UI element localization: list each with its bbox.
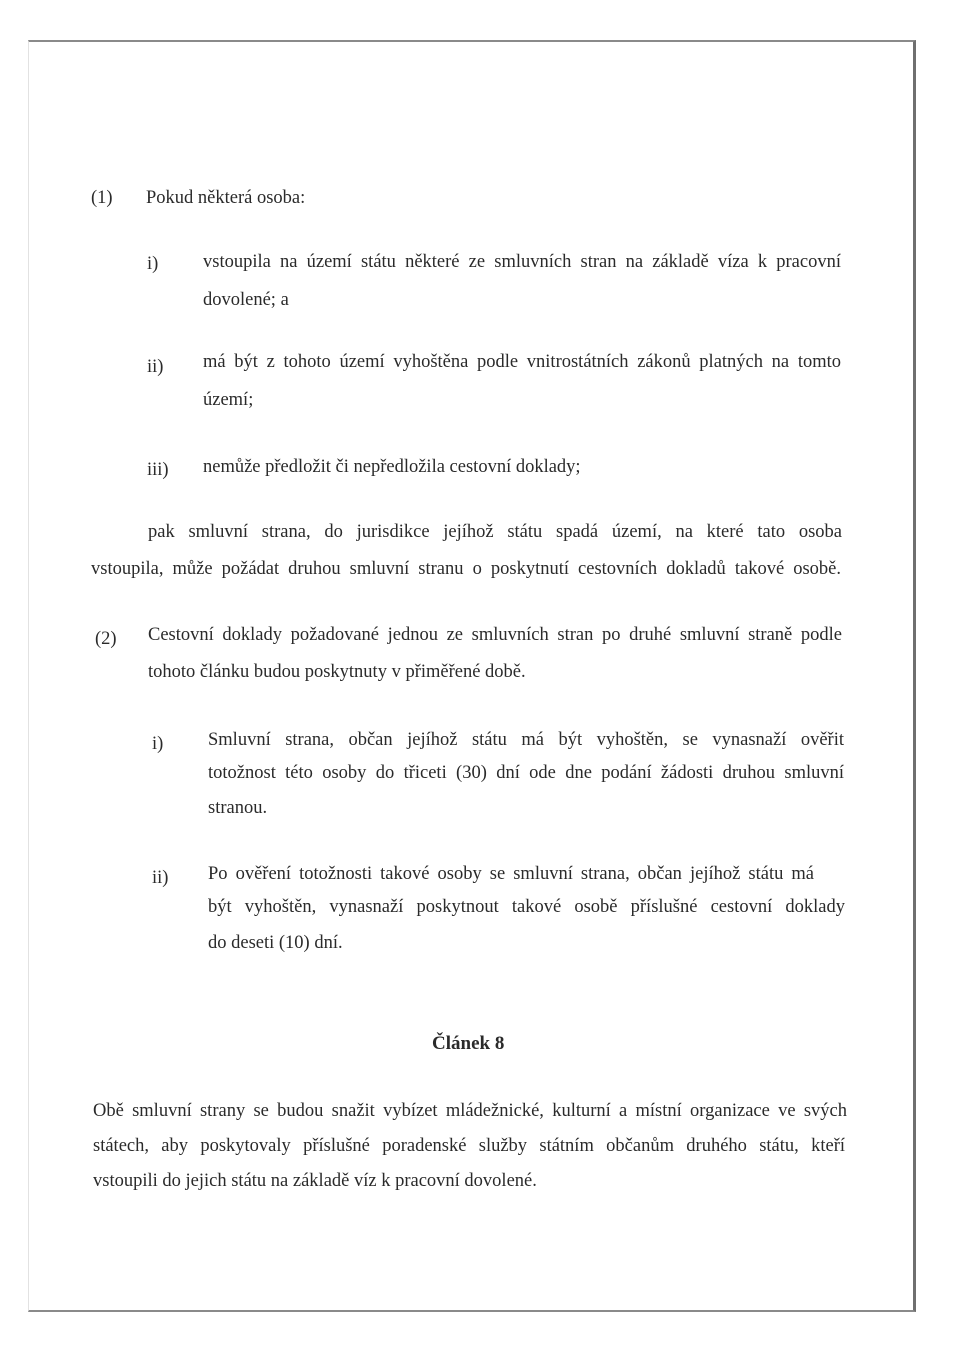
item-2-i-line2: totožnost této osoby do třiceti (30) dní ode dne podání žádosti druhou smluvní xyxy=(208,763,844,783)
paragraph-1-conclusion-line2: vstoupila, může požádat druhou smluvní stranu o poskytnutí cestovních dokladů takové osobě. xyxy=(91,559,841,579)
item-2-ii-line1: Po ověření totožnosti takové osoby se smluvní strana, občan jejíhož státu má xyxy=(208,864,814,884)
item-1-ii-line1: má být z tohoto území vyhoštěna podle vnitrostátních zákonů platných na tomto xyxy=(203,352,841,372)
item-2-i-line3: stranou. xyxy=(208,798,268,818)
item-2-ii-line2: být vyhoštěn, vynasnaží poskytnout takové osobě příslušné cestovní doklady xyxy=(208,897,845,917)
paragraph-2-number: (2) xyxy=(95,629,117,649)
item-2-ii-line3: do deseti (10) dní. xyxy=(208,933,343,953)
item-1-i-line2: dovolené; a xyxy=(203,290,289,310)
item-2-i-line1: Smluvní strana, občan jejíhož státu má být vyhoštěn, se vynasnaží ověřit xyxy=(208,730,844,750)
article-8-line2: státech, aby poskytovaly příslušné poradenské služby státním občanům druhého státu, kteří xyxy=(93,1136,845,1156)
item-1-ii-label: ii) xyxy=(147,357,164,377)
item-1-i-label: i) xyxy=(147,254,159,274)
paragraph-2-line1: Cestovní doklady požadované jednou ze smluvních stran po druhé smluvní straně podle xyxy=(148,625,842,645)
paragraph-1-number: (1) xyxy=(91,188,113,208)
article-8-line1: Obě smluvní strany se budou snažit vybízet mládežnické, kulturní a místní organizace ve svých xyxy=(93,1101,847,1121)
item-1-iii-line1: nemůže předložit či nepředložila cestovní doklady; xyxy=(203,457,581,477)
item-2-ii-label: ii) xyxy=(152,868,169,888)
paragraph-1-conclusion-line1: pak smluvní strana, do jurisdikce jejíhož státu spadá území, na které tato osoba xyxy=(148,522,842,542)
paragraph-1-intro: Pokud některá osoba: xyxy=(146,188,306,208)
article-8-heading: Článek 8 xyxy=(432,1033,505,1054)
item-2-i-label: i) xyxy=(152,734,164,754)
article-8-line3: vstoupili do jejich státu na základě víz k pracovní dovolené. xyxy=(93,1171,537,1191)
paragraph-2-line2: tohoto článku budou poskytnuty v přiměřené době. xyxy=(148,662,526,682)
item-1-iii-label: iii) xyxy=(147,460,169,480)
item-1-i-line1: vstoupila na území státu některé ze smluvních stran na základě víza k pracovní xyxy=(203,252,841,272)
item-1-ii-line2: území; xyxy=(203,390,254,410)
